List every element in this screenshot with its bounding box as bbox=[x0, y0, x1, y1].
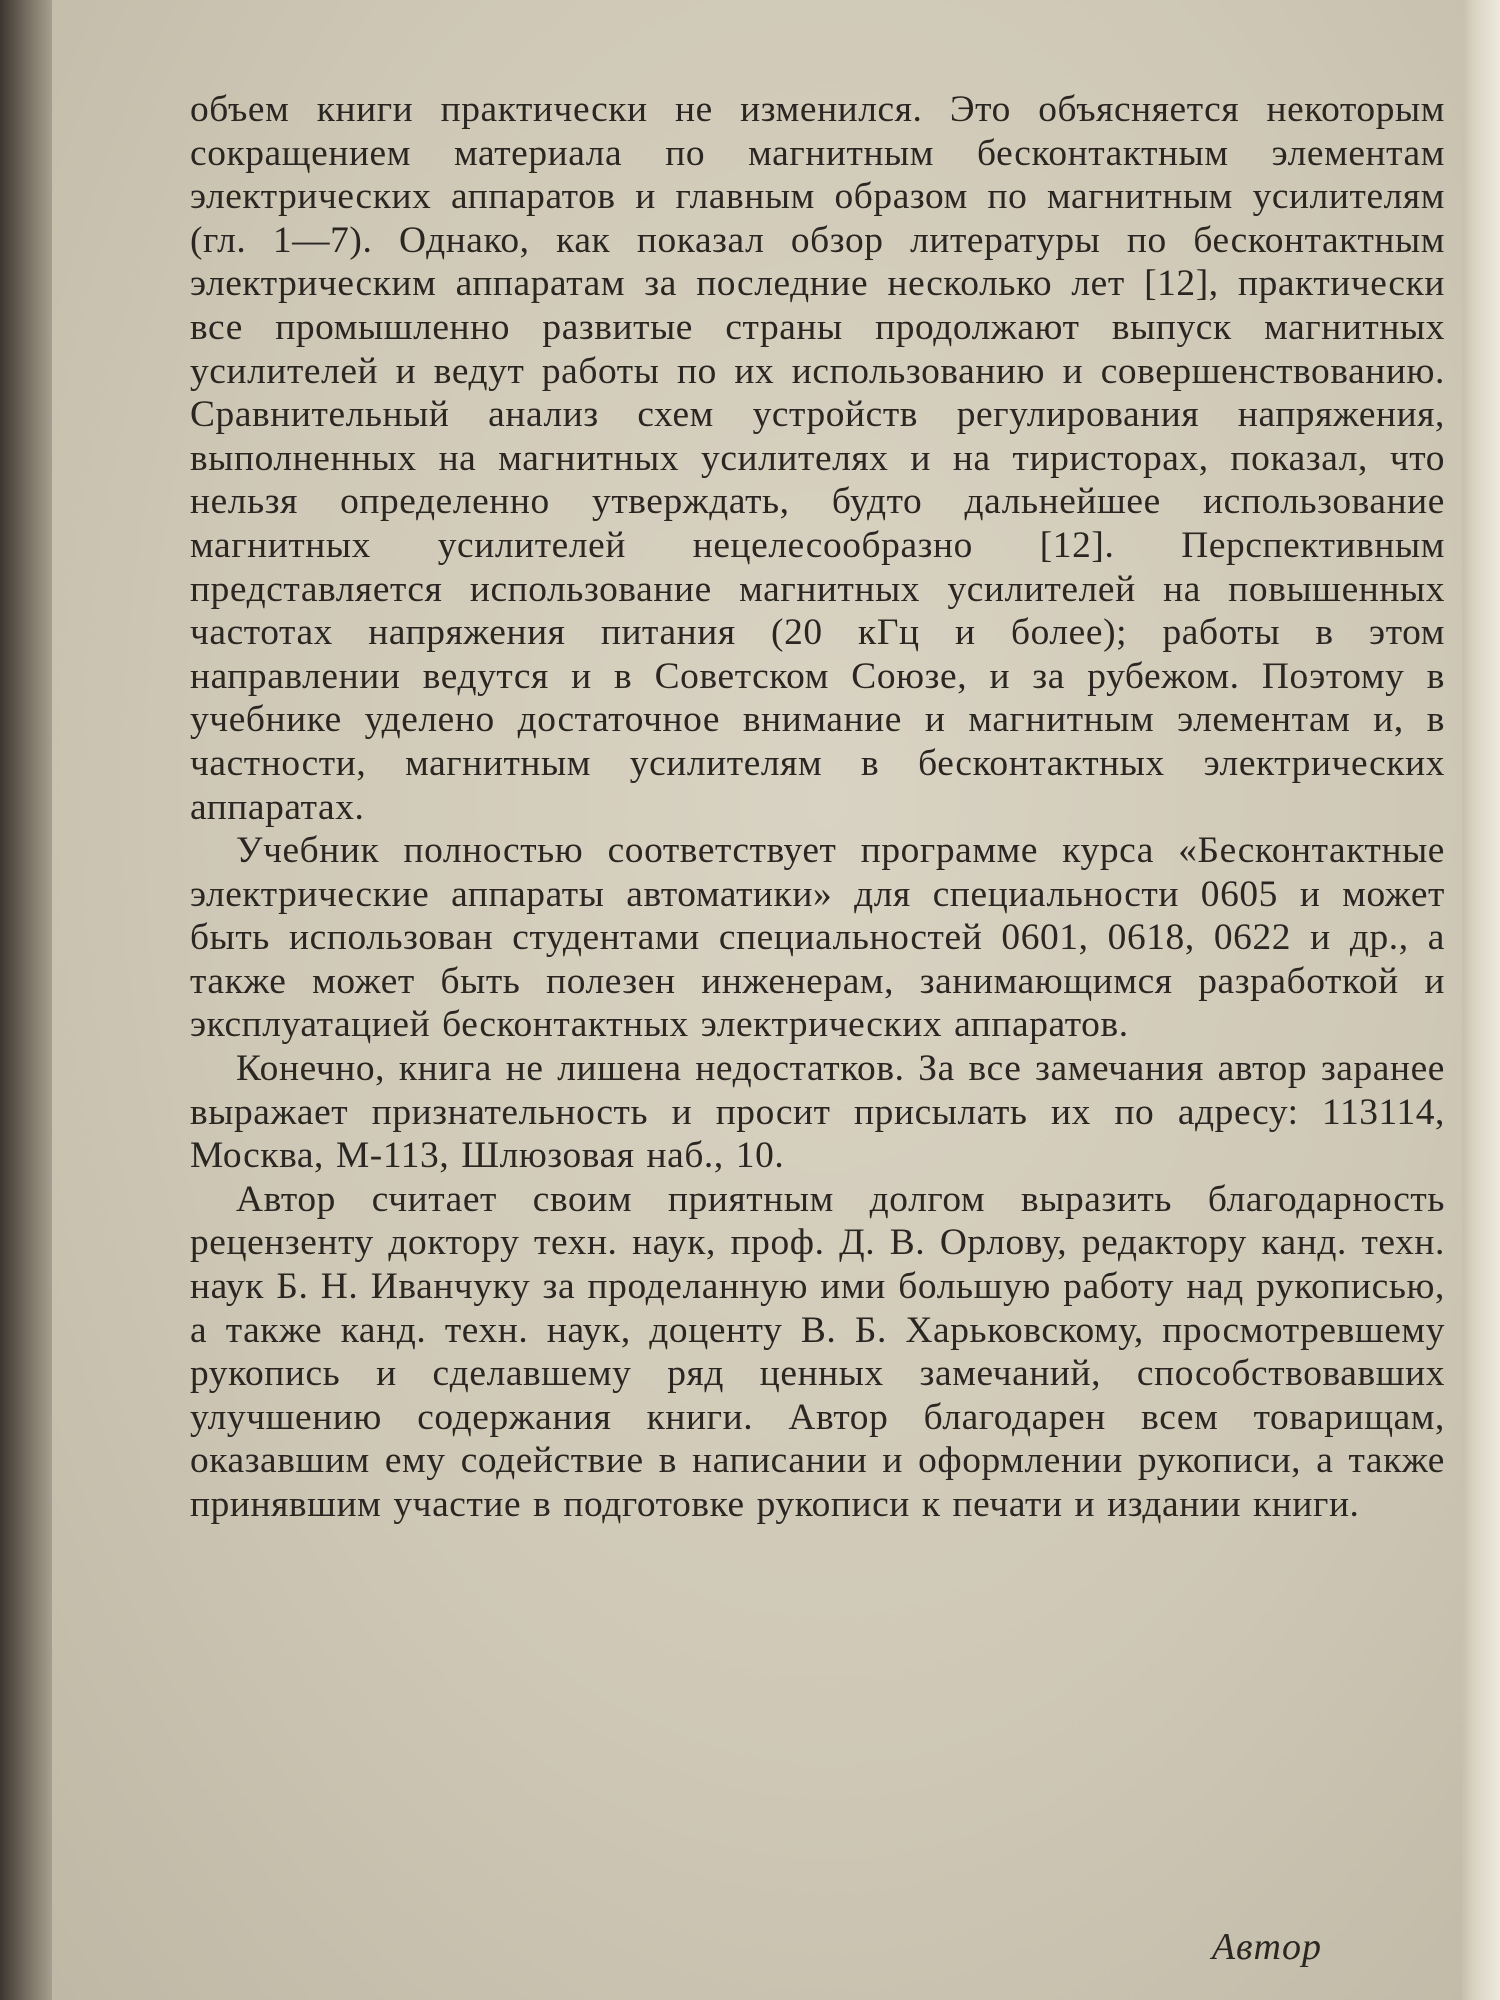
book-page bbox=[52, 0, 1462, 2000]
book-spine-shadow bbox=[0, 0, 52, 2000]
paragraph-1: объем книги практически не изменился. Это объясняется некоторым сокращением материала по магнитным бесконтактным элементам электрических аппаратов и главным образом по магнитным усилителям (гл. 1—7). Однако, как показал обзор литературы по бесконтактным электрическим аппаратам за последние несколько лет [12], практически все промышленно развитые страны продолжают выпуск магнитных усилителей и ведут работы по их использованию и совершенствованию. Сравнительный анализ схем устройств регулирования напряжения, выполненных на магнитных усилителях и на тиристорах, показал, что нельзя определенно утверждать, будто дальнейшее использование магнитных усилителей нецелесообразно [12]. Перспективным представляется использование магнитных усилителей на повышенных частотах напряжения питания (20 кГц и более); работы в этом направлении ведутся и в Советском Союзе, и за рубежом. Поэтому в учебнике уделено достаточное внимание и магнитным элементам и, в частности, магнитным усилителям в бесконтактных электрических аппаратах. bbox=[190, 89, 1445, 828]
paragraph-4: Автор считает своим приятным долгом выразить благодарность рецензенту доктору техн. наук, проф. Д. В. Орлову, редактору канд. техн. наук Б. Н. Иванчуку за проделанную ими большую работу над рукописью, а также канд. техн. наук, доценту В. Б. Харьковскому, просмотревшему рукопись и сделавшему ряд ценных замечаний, способствовавших улучшению содержания книги. Автор благодарен всем товарищам, оказавшим ему содействие в написании и оформлении рукописи, а также принявшим участие в подготовке рукописи к печати и издании книги. bbox=[190, 1178, 1445, 1525]
author-signature: Автор bbox=[1211, 1926, 1322, 1968]
paragraph-3: Конечно, книга не лишена недостатков. За все замечания автор заранее выражает признательность и просит присылать их по адресу: 113114, Москва, М-113, Шлюзовая наб., 10. bbox=[190, 1048, 1445, 1177]
page-body-text bbox=[190, 88, 1445, 1527]
paragraph-2: Учебник полностью соответствует программе курса «Бесконтактные электрические аппараты автоматики» для специальности 0605 и может быть использован студентами специальностей 0601, 0618, 0622 и др., а также может быть полезен инженерам, занимающимся разработкой и эксплуатацией бесконтактных электрических аппаратов. bbox=[190, 830, 1445, 1046]
page-right-edge bbox=[1462, 0, 1500, 2000]
